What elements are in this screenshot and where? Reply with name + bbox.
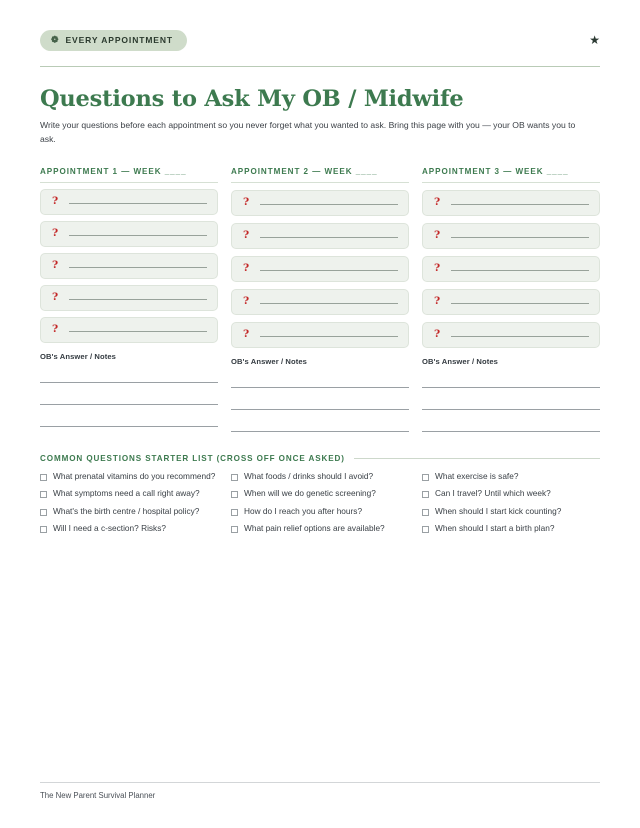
write-line[interactable] [451, 204, 589, 205]
list-item[interactable] [231, 507, 409, 517]
appointment-2-heading: APPOINTMENT 2 — WEEK ____ [231, 167, 409, 183]
write-line[interactable] [260, 336, 398, 337]
note-line[interactable] [231, 387, 409, 388]
appointment-column-3 [422, 167, 600, 432]
question-row[interactable] [231, 256, 409, 282]
checkbox-icon[interactable] [231, 474, 238, 481]
question-row[interactable] [231, 223, 409, 249]
question-row[interactable] [422, 256, 600, 282]
list-item-label: What's the birth centre / hospital policy? [53, 505, 200, 516]
question-mark-icon: ? [434, 328, 441, 341]
list-item[interactable] [40, 472, 218, 482]
list-item-label: Will I need a c-section? Risks? [53, 523, 166, 534]
starter-list-columns [40, 472, 600, 542]
question-row[interactable] [231, 190, 409, 216]
write-line[interactable] [451, 303, 589, 304]
list-item-label: When should I start kick counting? [435, 505, 562, 516]
question-row[interactable] [422, 322, 600, 348]
starter-column-3 [422, 472, 600, 542]
starter-column-2 [231, 472, 409, 542]
checkbox-icon[interactable] [231, 526, 238, 533]
question-mark-icon: ? [52, 227, 59, 240]
heading-rule [354, 458, 600, 459]
header-divider [40, 66, 600, 67]
list-item-label: When should I start a birth plan? [435, 523, 555, 534]
checkbox-icon[interactable] [40, 526, 47, 533]
note-line[interactable] [40, 404, 218, 405]
write-line[interactable] [69, 267, 207, 268]
question-row[interactable] [40, 317, 218, 343]
starter-list-heading: COMMON QUESTIONS STARTER LIST (CROSS OFF ONCE ASKED) [40, 453, 345, 463]
write-line[interactable] [260, 237, 398, 238]
question-mark-icon: ? [434, 295, 441, 308]
checkbox-icon[interactable] [422, 491, 429, 498]
list-item[interactable] [422, 489, 600, 499]
question-mark-icon: ? [243, 229, 250, 242]
list-item[interactable] [231, 472, 409, 482]
starter-list-section [40, 454, 600, 542]
appointment-column-1 [40, 167, 218, 432]
question-mark-icon: ? [52, 323, 59, 336]
checkbox-icon[interactable] [422, 509, 429, 516]
list-item-label: What pain relief options are available? [244, 523, 385, 534]
list-item-label: What foods / drinks should I avoid? [244, 470, 374, 481]
footer-text: The New Parent Survival Planner [40, 791, 156, 800]
write-line[interactable] [260, 204, 398, 205]
write-line[interactable] [69, 299, 207, 300]
question-row[interactable] [40, 285, 218, 311]
question-mark-icon: ? [52, 259, 59, 272]
appointment-columns [40, 167, 600, 432]
list-item[interactable] [40, 507, 218, 517]
note-line[interactable] [422, 409, 600, 410]
checkbox-icon[interactable] [422, 474, 429, 481]
list-item-label: How do I reach you after hours? [244, 505, 363, 516]
question-mark-icon: ? [243, 196, 250, 209]
starter-list-heading-row [40, 454, 600, 463]
checkbox-icon[interactable] [40, 491, 47, 498]
question-row[interactable] [422, 289, 600, 315]
checkbox-icon[interactable] [40, 509, 47, 516]
question-row[interactable] [40, 221, 218, 247]
list-item[interactable] [422, 507, 600, 517]
star-icon: ★ [589, 33, 600, 47]
note-line[interactable] [422, 387, 600, 388]
checkbox-icon[interactable] [40, 474, 47, 481]
top-bar [40, 26, 600, 54]
question-row[interactable] [40, 253, 218, 279]
question-mark-icon: ? [434, 262, 441, 275]
write-line[interactable] [69, 203, 207, 204]
starter-column-1 [40, 472, 218, 542]
note-line[interactable] [231, 409, 409, 410]
write-line[interactable] [451, 237, 589, 238]
checkbox-icon[interactable] [231, 509, 238, 516]
question-mark-icon: ? [434, 229, 441, 242]
list-item[interactable] [40, 524, 218, 534]
list-item-label: Can I travel? Until which week? [435, 488, 551, 499]
checkbox-icon[interactable] [422, 526, 429, 533]
list-item-label: What prenatal vitamins do you recommend? [53, 470, 216, 481]
leaf-icon: ❁ [51, 34, 60, 44]
every-appointment-badge [40, 30, 187, 51]
question-mark-icon: ? [52, 291, 59, 304]
question-row[interactable] [422, 223, 600, 249]
write-line[interactable] [69, 331, 207, 332]
write-line[interactable] [451, 270, 589, 271]
question-mark-icon: ? [434, 196, 441, 209]
list-item-label: What symptoms need a call right away? [53, 488, 200, 499]
list-item-label: When will we do genetic screening? [244, 488, 376, 499]
list-item-label: What exercise is safe? [435, 470, 519, 481]
question-mark-icon: ? [243, 295, 250, 308]
list-item[interactable] [422, 472, 600, 482]
list-item[interactable] [231, 489, 409, 499]
list-item[interactable] [231, 524, 409, 534]
page-footer [40, 782, 600, 800]
appointment-1-heading: APPOINTMENT 1 — WEEK ____ [40, 167, 218, 183]
list-item[interactable] [422, 524, 600, 534]
notes-label: OB's Answer / Notes [231, 356, 308, 366]
write-line[interactable] [260, 270, 398, 271]
question-mark-icon: ? [243, 262, 250, 275]
write-line[interactable] [451, 336, 589, 337]
notes-label: OB's Answer / Notes [40, 351, 117, 361]
notes-label: OB's Answer / Notes [422, 356, 499, 366]
footer-divider [40, 782, 600, 783]
page-content [40, 0, 600, 828]
page-subtitle: Write your questions before each appointment so you never forget what you wanted to ask. Bring this page with you — your OB wants you to ask. [40, 119, 576, 144]
question-row[interactable] [422, 190, 600, 216]
write-line[interactable] [260, 303, 398, 304]
write-line[interactable] [69, 235, 207, 236]
question-mark-icon: ? [243, 328, 250, 341]
list-item[interactable] [40, 489, 218, 499]
question-mark-icon: ? [52, 195, 59, 208]
checkbox-icon[interactable] [231, 491, 238, 498]
question-row[interactable] [40, 189, 218, 215]
appointment-3-heading: APPOINTMENT 3 — WEEK ____ [422, 167, 600, 183]
note-line[interactable] [422, 431, 600, 432]
note-line[interactable] [40, 382, 218, 383]
note-line[interactable] [231, 431, 409, 432]
page-title: Questions to Ask My OB / Midwife [40, 86, 464, 112]
note-line[interactable] [40, 426, 218, 427]
appointment-column-2 [231, 167, 409, 432]
badge-label: EVERY APPOINTMENT [65, 34, 174, 45]
question-row[interactable] [231, 289, 409, 315]
question-row[interactable] [231, 322, 409, 348]
